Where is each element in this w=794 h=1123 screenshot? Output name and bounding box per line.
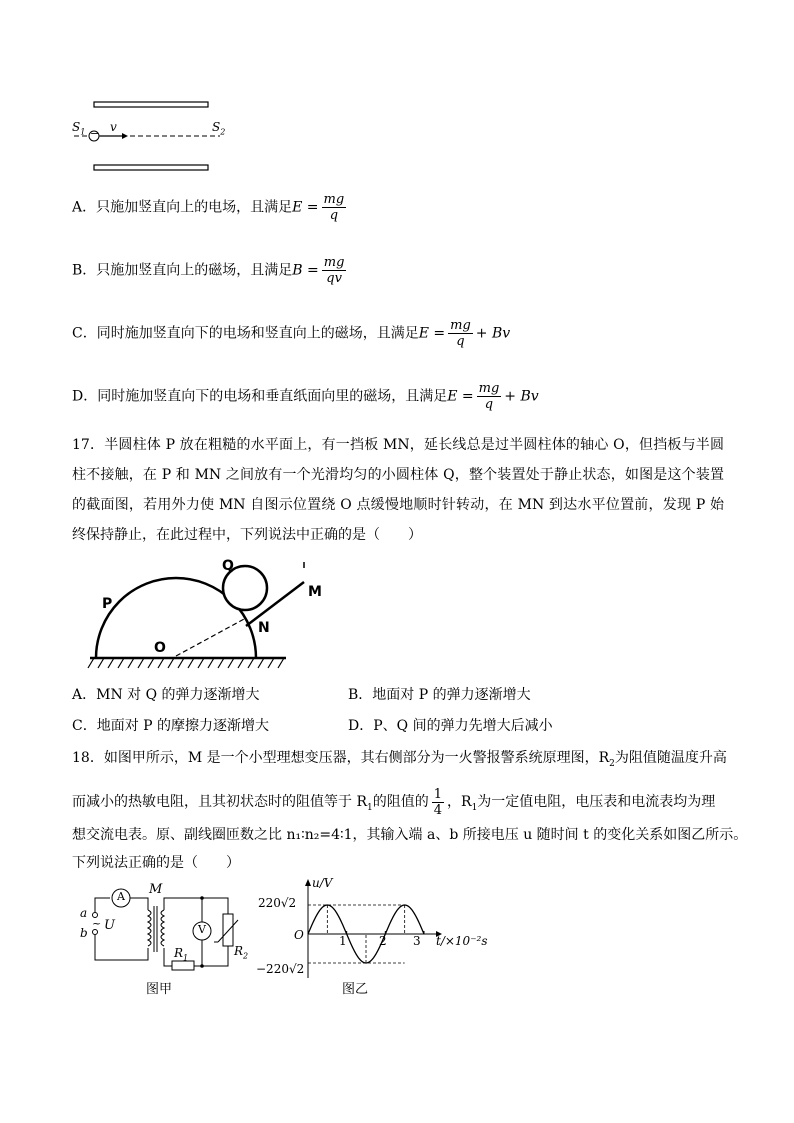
q16-figure [70,98,230,178]
label-q: Q [222,558,234,574]
q18-stem-line1: 18．如图甲所示，M 是一个小型理想变压器，其右侧部分为一火警报警系统原理图，$R_2$为阻值随温度升高 [72,750,727,769]
q17-option-d[interactable]: D．P、Q 间的弹力先增大后减小 [348,718,553,734]
charge-sign: − [90,127,100,140]
label-b-terminal: b [80,926,88,940]
origin-label: O [294,928,304,942]
y-axis-label: u/V [312,876,333,890]
label-ammeter: A [117,890,125,903]
label-u: U [104,918,115,933]
q16-option-d[interactable]: D．同时施加竖直向下的电场和垂直纸面向里的磁场，且满足E = $\frac{mg}{q}$ + Bv [72,381,539,412]
q18-figure-a [76,882,256,997]
q18-stem-line3: 想交流电表。原、副线圈匝数之比 n₁∶n₂=4∶1，其输入端 a、b 所接电压 u 随时间 t 的变化关系如图乙所示。 [72,827,748,843]
label-s1: $S_1$ [72,120,86,137]
tick-label-1: 1 [339,934,347,948]
caption-fig-a: 图甲 [146,982,173,997]
label-v: v [110,120,117,134]
y-min-label: −220√2 [256,962,305,976]
caption-fig-b: 图乙 [342,982,369,997]
x-axis-label: t/×10⁻²s [436,934,488,948]
q18-stem-line2: 而减小的热敏电阻，且其初状态时的阻值等于 $R_1$的阻值的 $\frac{1}{4}$ ，$R_1$为一定值电阻，电压表和电流表均为理 [72,786,716,818]
y-axis-arrow-icon [305,879,311,886]
q16-option-a[interactable]: A．只施加竖直向上的电场，且满足E = $\frac{mg}{q}$ [72,192,345,223]
q17-option-a[interactable]: A．MN 对 Q 的弹力逐渐增大 [72,687,260,703]
velocity-arrow-icon [122,133,128,139]
q17-figure [86,556,346,676]
tilde-icon: ~ [92,917,102,930]
label-r1: $R_1$ [174,946,189,963]
q17-stem: 17．半圆柱体 P 放在粗糙的水平面上，有一挡板 MN，延长线总是过半圆柱体的轴心 O，但挡板与半圆柱不接触，在 P 和 MN 之间放有一个光滑均匀的小圆柱体 Q，整个装置处于静止状态，如图是这个装置的截面图，若用外力使 MN 自图示位置绕 O 点缓慢地顺时针转动，在 MN 到达水平位置前，发现 P 始终保持静止，在此过程中，下列说法中正确的是（ ） [72,437,724,543]
lower-plate [94,165,208,170]
label-m-transformer: M [149,882,163,897]
label-voltmeter: V [198,923,206,936]
label-n: N [258,620,270,636]
q18-stem-line4: 下列说法正确的是（ ） [72,855,240,871]
y-max-label: 220√2 [258,896,297,910]
label-o: O [154,640,166,656]
label-a-terminal: a [80,906,88,920]
q17-option-c[interactable]: C．地面对 P 的摩擦力逐渐增大 [72,718,270,734]
q18-figure-b [256,874,496,996]
upper-plate [94,102,208,107]
tick-label-2: 2 [379,934,387,948]
q16-option-c[interactable]: C．同时施加竖直向下的电场和竖直向上的磁场，且满足E = $\frac{mg}{q}$ + Bv [72,318,511,349]
label-s2: $S_2$ [212,120,226,137]
tick-label-3: 3 [413,934,421,948]
label-p: P [102,596,113,612]
half-cylinder-diagram [86,556,346,676]
label-r2: $R_2$ [234,944,249,961]
label-m: M [308,584,322,600]
thermistor-r2 [223,914,233,946]
q16-option-b[interactable]: B．只施加竖直向上的磁场，且满足B = $\frac{mg}{qv}$ [72,255,345,286]
q17-option-b[interactable]: B．地面对 P 的弹力逐渐增大 [348,687,531,703]
